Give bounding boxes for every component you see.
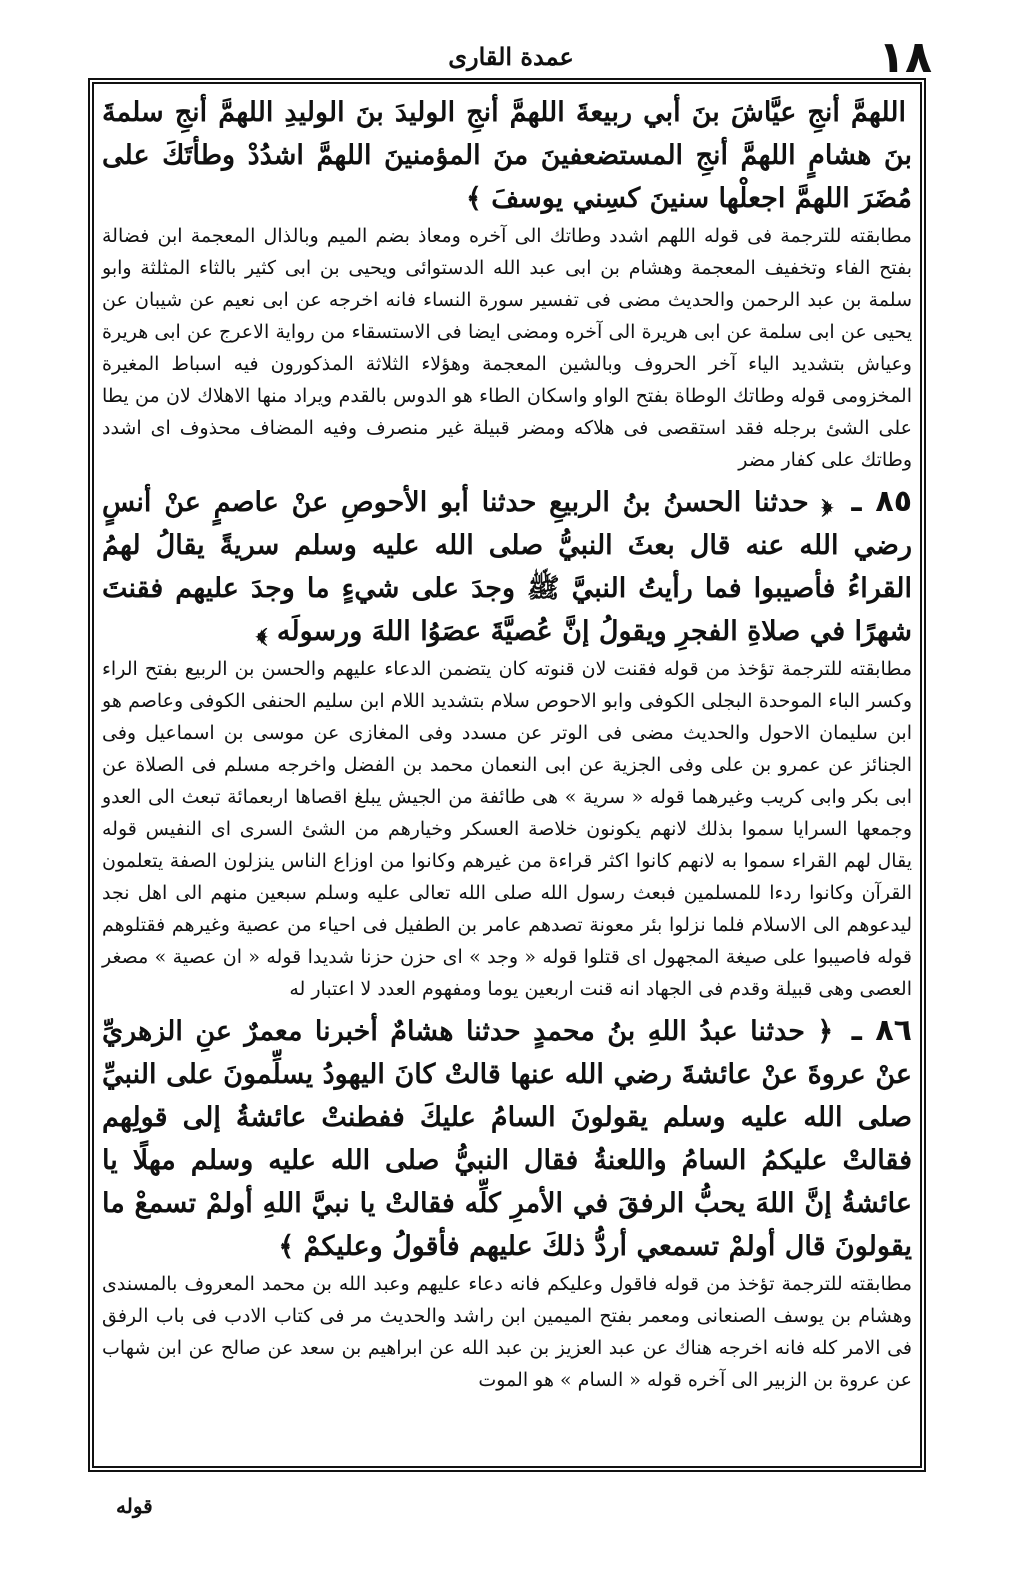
hadith-block [102,90,912,220]
page-frame [88,78,926,1472]
catchword: قوله [116,1494,153,1518]
hadith-block [102,1009,912,1268]
book-title: عمدة القارى [448,42,574,71]
commentary-block: مطابقته للترجمة تؤخذ من قوله فقنت لان قنوته كان يتضمن الدعاء عليهم والحسن بن الربيع بفتح الراء وكسر الباء الموحدة البجلى الكوفى وابو الاحوص سلام بتشديد اللام ابن سليم الحنفى الكوفى وعاصم هو ابن سليمان الاحول والحديث مضى فى الوتر عن مسدد وفى المغازى عن موسى بن اسماعيل وفى الجنائز عن عمرو بن على وفى الجزية عن ابى النعمان محمد بن الفضل واخرجه مسلم فى الصلاة عن ابى بكر وابى كريب وغيرهما قوله « سرية » هى طائفة من الجيش يبلغ اقصاها اربعمائة تبعث الى العدو وجمعها السرايا سموا بذلك لانهم يكونون خلاصة العسكر وخيارهم من الشئ السرى اى النفيس قوله يقال لهم القراء سموا به لانهم كانوا اكثر قراءة من غيرهم وكانوا من اوزاع الناس ينزلون الصفة يتعلمون القرآن وكانوا ردءا للمسلمين فبعث رسول الله صلى الله تعالى عليه وسلم سبعين منهم الى اهل نجد ليدعوهم الى الاسلام فلما نزلوا بئر معونة تصدهم عامر بن الطفيل فى احياء من عصية وغيرهم فقتلوهم قوله فاصيبوا على صيغة المجهول اى قتلوا قوله « وجد » اى حزن حزنا شديدا قوله « ان عصية » مصغر العصى وهى قبيلة وقدم فى الجهاد انه قنت اربعين يوما ومفهوم العدد لا اعتبار له [102,658,912,1000]
running-head [90,28,932,83]
page-content [102,90,912,1396]
hadith-number: ٨٦ ـ [851,1013,912,1048]
hadith-block [102,480,912,653]
hadith-number: ٨٥ ـ [851,484,913,519]
hadith-text: ﴿ حدثنا الحسنُ بنُ الربيعِ حدثنا أبو الأحوصِ عنْ عاصمٍ عنْ أنسٍ رضي الله عنه قال بعثَ النبيُّ صلى الله عليه وسلم سريةً يقالُ لهمُ القراءُ فأصيبوا فما رأيتُ النبيَّ ﷺ وجدَ على شيءٍ ما وجدَ عليهم فقنتَ شهرًا في صلاةِ الفجرِ ويقولُ إنَّ عُصيَّةَ عصَوُا اللهَ ورسولَه ﴾ [102,487,912,647]
hadith-text: ﴿ حدثنا عبدُ اللهِ بنُ محمدٍ حدثنا هشامٌ أخبرنا معمرٌ عنِ الزهريِّ عنْ عروةَ عنْ عائشةَ رضي الله عنها قالتْ كانَ اليهودُ يسلِّمونَ على النبيِّ صلى الله عليه وسلم يقولونَ السامُ عليكَ ففطنتْ عائشةُ إلى قولِهم فقالتْ عليكمُ السامُ واللعنةُ فقال النبيُّ صلى الله عليه وسلم مهلًا يا عائشةُ إنَّ اللهَ يحبُّ الرفقَ في الأمرِ كلِّه فقالتْ يا نبيَّ اللهِ أولمْ تسمعْ ما يقولونَ قال أولمْ تسمعي أردُّ ذلكَ عليهم فأقولُ وعليكمْ ﴾ [102,1016,912,1262]
hadith-number [906,94,912,129]
commentary-block: مطابقته للترجمة تؤخذ من قوله فاقول وعليكم فانه دعاء عليهم وعبد الله بن محمد المعروف بالمسندى وهشام بن يوسف الصنعانى ومعمر بفتح الميمين ابن راشد والحديث مر فى كتاب الادب فى باب الرفق فى الامر كله فانه اخرجه هناك عن عبد العزيز بن عبد الله عن ابراهيم بن سعد عن صالح عن ابن شهاب عن عروة بن الزبير الى آخره قوله « السام » هو الموت [102,1273,912,1391]
commentary-block: مطابقته للترجمة فى قوله اللهم اشدد وطاتك الى آخره ومعاذ بضم الميم وبالذال المعجمة ابن فضالة بفتح الفاء وتخفيف المعجمة وهشام بن ابى عبد الله الدستوائى ويحيى بن ابى كثير بالثاء المثلثة وابو سلمة بن عبد الرحمن والحديث مضى فى تفسير سورة النساء فانه اخرجه عن ابى نعيم عن شيبان عن يحيى عن ابى سلمة عن ابى هريرة الى آخره ومضى ايضا فى الاستسقاء من رواية الاعرج عن ابى هريرة وعياش بتشديد الياء آخر الحروف وبالشين المعجمة وهؤلاء الثلاثة المذكورون فيه اسباط المغيرة المخزومى قوله وطاتك الوطاة بفتح الواو واسكان الطاء هو الدوس بالقدم ويراد منها الاهلاك لان من يطا على الشئ برجله فقد استقصى فى هلاكه ومضر قبيلة غير منصرف وفيه المضاف محذوف اى اشدد وطاتك على كفار مضر [102,225,912,471]
page-number: ١٨ [878,32,932,83]
hadith-text: اللهمَّ أنجِ عيَّاشَ بنَ أبي ربيعةَ اللهمَّ أنجِ الوليدَ بنَ الوليدِ اللهمَّ أنجِ سلمةَ بنَ هشامٍ اللهمَّ أنجِ المستضعفينَ منَ المؤمنينَ اللهمَّ اشدُدْ وطأتَكَ على مُضَرَ اللهمَّ اجعلْها سنينَ كسِني يوسفَ ﴾ [102,97,912,214]
